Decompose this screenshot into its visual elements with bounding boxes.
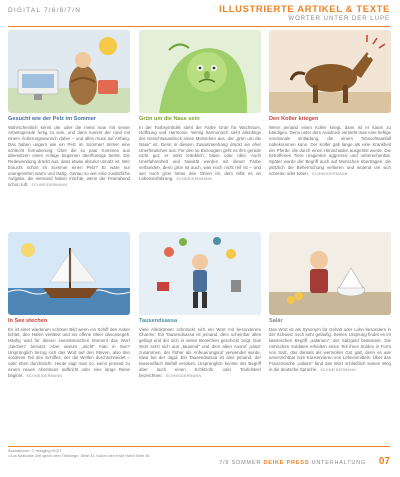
footer-divider [8,446,390,447]
article-signature: SCHNEIDERMANN [26,373,63,378]
footer-credit-line: • Aus Nationale Zeit sprich dem Titeltonge, Seite 31, Kuben den erste Hand Seite 36 [8,454,150,458]
article-signature: SCHNEIDERMANN [320,367,356,372]
article-card [8,232,130,379]
article-body: Das Wort ist als Synonym für Gehalt oder Lohn besonders in der Schweiz noch sehr geläufig. Seinen Ursprung findet es im lateinischen Begriff „salarium“, der Salzgeld bedeutete. Die römischen Soldaten erhielten einen Teil ihres Soldes in Form von Salz, das damals als wertvolles Gut galt, denn es war unverzichtbar zum Konservieren von Lebensmitteln. Über das Französische „salaire“ fand das Wort schließlich seinen Weg in die deutsche Sprache. SCHNEIDERMANN [269,326,391,372]
header-subtitle: WÖRTER UNTER DER LUPE [288,16,390,22]
article-title: Den Koller kriegen [269,116,319,122]
article-signature: SCHNEIDERMANN [176,177,213,182]
article-card [269,30,391,177]
footer-credits [8,449,149,459]
header-section-label: DIGITAL 7/6/8/7/N [8,7,82,14]
footer-credit-line: Illustrationen: © riesigling DIGIT [8,449,62,453]
article-body: Es ist einer wiederum schöner Bild wenn ein Schiff den Anker lichtet, den Hafen verlässt und ins offene Meer davonsegelt. Häufig wird für diesen seemännischen Moment das Wort „stechen“ benutzt. Aber warum „sticht“ man in See? Ursprünglich bezog sich das Wort auf den Steven, also den vorderen Teil des Schiffes, der die Wellen durchschneidet – oder eben durchsticht. Heute sagt man so, wenn jemand zu einem neuen Abenteuer aufbricht oder eine lange Reise beginnt. SCHNEIDERMANN [8,326,130,378]
fur-coat-illustration [8,30,130,113]
article-card [269,232,391,374]
article-card [139,30,261,183]
salary-illustration [269,232,391,315]
article-title: Tausendsassa [139,318,178,324]
article-signature: SCHNEIDERMANN [312,171,348,176]
article-title: In See stechen [8,318,48,324]
article-title: Gesucht wie der Pelz im Sommer [8,116,96,122]
article-body: Wahrscheinlich kennt der oder die meist man mit seiner Arbeitsgerade fertig zu sein, und dann kommt der rund mit einem Änderungswunsch daher – und alles muss auf Anfang. Das haben ungern wie ein Pelz im Sommer! Immer eine schlecht formulierung: Über die so paar Kommen aus übersetzen einen Anlage beginnen überflüssige bereit. Die Redewendung drückt aus, dass etwas absolut unnütz ist. Wer braucht schon im Sommer einen Pelz? Er wäre nur unangenehm warm und lästig. Genau so wie eine zusätzliche Aufgabe, die niemand haben möchte, wenn der Feierabend schon ruft. SCHNEIDERMANN [8,124,130,188]
article-card [139,232,261,379]
page-number: 07 [378,456,390,467]
article-body: In der Farbsymbolik steht die Farbe Grün für Wachstum, Hoffnung und Harmonie. Wenig harmonisch sieht allerdings der Gesichtsausdruck eines Menschen aus, der „grün um die Nase“ ist. Denn in diesem Zusammenhang drückt sie eher Unerfreuliches aus: Für den so Bezeugten geht es ihm gerade nicht gut; er wirkt kränklich, blass oder übel. Auch Unerfahrenheit und Naivität werden mit dieser Farbe verbunden, denn grün ist auch, was noch nicht reif ist – und wer noch grün hinter den Ohren ist, dem fehlt es an Lebenserfahrung. SCHNEIDERMANN [139,124,261,182]
raging-horse-illustration [269,30,391,113]
article-body: Wenn jemand einen Koller kriegt, dann ist er kaum zu bändigen. Denn unter dem Ausdruck versteht man eine heftige emotionale Entladung, die einem Tobsuchtsanfall nahekommen kann. Der Koller galt lange als eine Krankheit der Pferde, die durch einen Hirnschaden ausgelöst wurde. Die betroffenen Tiere reagierten aggressiv und unberechenbar. Später wurde der Begriff auch auf Menschen übertragen, die plötzlich die Beherrschung verlieren und wütend um sich schreien oder toben. SCHNEIDERMANN [269,124,391,176]
article-title: Salär [269,318,283,324]
juggler-illustration [139,232,261,315]
article-card [8,30,130,189]
article-title: Grün um die Nase sein [139,116,200,122]
article-signature: SCHNEIDERMANN [165,373,202,378]
green-face-illustration [139,30,261,113]
article-signature: SCHNEIDERMANN [31,183,68,188]
header-divider [8,26,390,27]
header-title: ILLUSTRIERTE ARTIKEL & TEXTE [219,4,390,15]
footer-magazine-name: 7/8 SOMMER DEIKE PRESS UNTERHALTUNG [219,460,366,466]
article-body: Viele Alleskönner schmückt sich ein Wort mit besonderem Charme: Ein Tausendsassa ist jemand, dem scheinbar alles gelingt und der sich in vielen Bereichen geschickt zeigt. Das Wort setzt sich aus „tausend“ und dem alten Ausruf „sasa“ zusammen, der früher als Anfeuerungsruf verwendet wurde, etwa bei der Jagd. Ein Tausendsassa ist also jemand, der tausendfach Beifall verdient. Ursprünglich konnte der Begriff aber auch einen Schlitzohr oder Teufelskerl bezeichnen. SCHNEIDERMANN [139,326,261,378]
sailing-ship-illustration [8,232,130,315]
